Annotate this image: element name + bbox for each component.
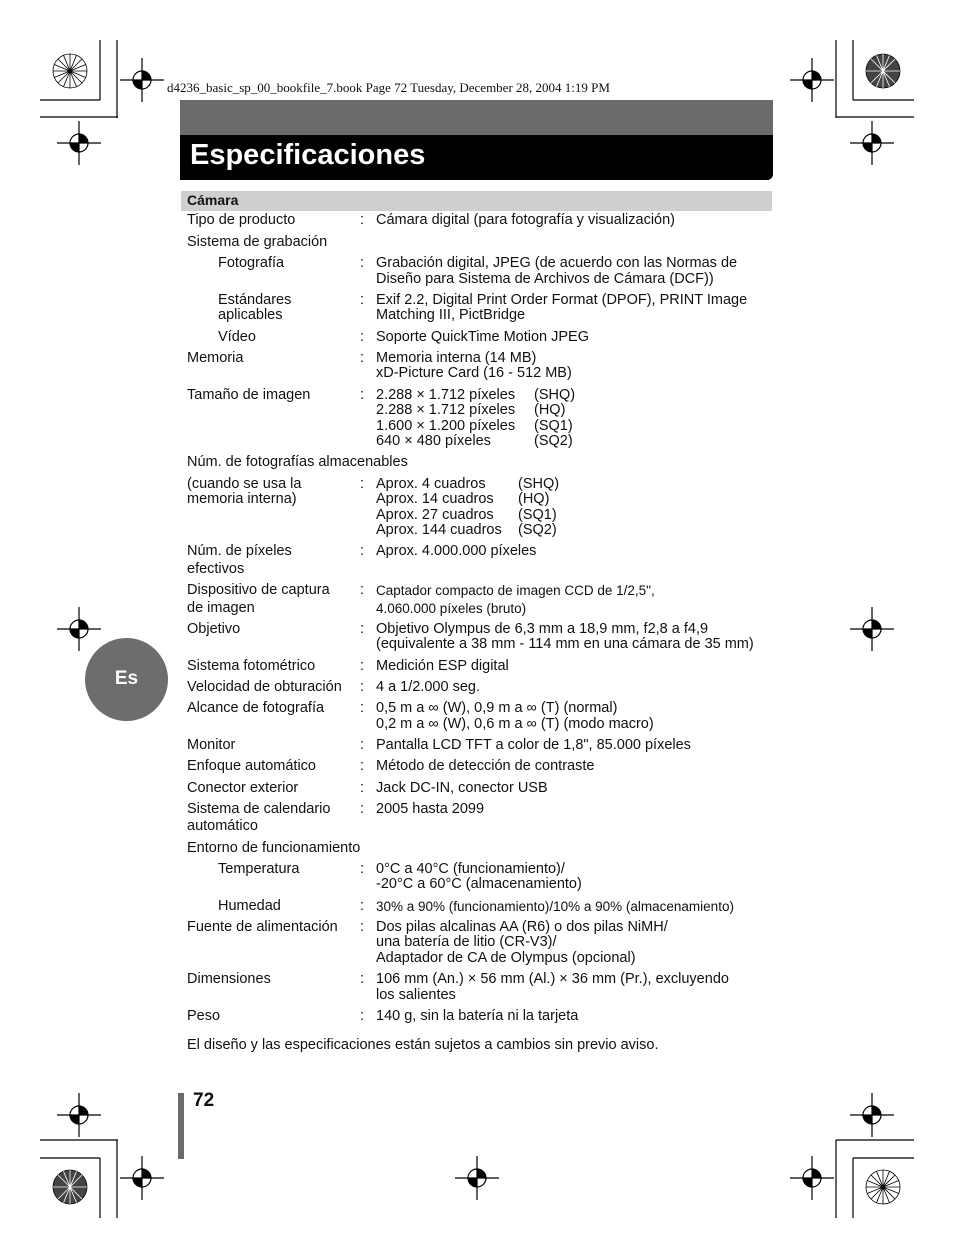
spec-value: 140 g, sin la batería ni la tarjeta [376,1008,579,1024]
colon: : [360,679,365,695]
disclaimer-note: El diseño y las especificaciones están sujetos a cambios sin previo aviso. [187,1037,659,1053]
spec-label: Estándares [218,292,292,308]
spec-value: 30% a 90% (funcionamiento)/10% a 90% (almacenamiento) [376,899,734,914]
colon: : [360,292,365,308]
spec-value: xD-Picture Card (16 - 512 MB) [376,365,572,381]
colon: : [360,861,365,877]
colon: : [360,1008,365,1024]
spec-value-mode: (SQ1) [518,507,557,523]
spec-label: Fotografía [218,255,285,271]
spec-value: 4.060.000 píxeles (bruto) [376,601,527,616]
colon: : [360,919,365,935]
colon: : [360,898,365,914]
spec-label: Enfoque automático [187,758,316,774]
spec-label: memoria interna) [187,491,297,507]
spec-value: Grabación digital, JPEG (de acuerdo con las Normas de [376,255,738,271]
print-header-line: d4236_basic_sp_00_bookfile_7.book Page 72 Tuesday, December 28, 2004 1:19 PM [167,80,610,95]
spec-label: Temperatura [218,861,300,877]
spec-value: Aprox. 144 cuadros [376,522,502,538]
spec-value: 0,5 m a ∞ (W), 0,9 m a ∞ (T) (normal) [376,700,618,716]
spec-value: 1.600 × 1.200 píxeles [376,418,516,434]
language-tab-label: Es [114,668,139,689]
colon: : [360,582,365,598]
spec-value-mode: (HQ) [534,402,566,418]
page-title: Especificaciones [190,139,426,171]
spec-label: de imagen [187,600,255,616]
page-number-bar [178,1093,184,1159]
spec-value: 4 a 1/2.000 seg. [376,679,480,695]
colon: : [360,758,365,774]
spec-value: 2.288 × 1.712 píxeles [376,402,516,418]
spec-group-label: Sistema de grabación [187,234,328,250]
spec-value: 2005 hasta 2099 [376,801,485,817]
spec-label: automático [187,818,258,834]
colon: : [360,780,365,796]
spec-value: Medición ESP digital [376,658,509,674]
spec-value: una batería de litio (CR-V3)/ [376,934,557,950]
spec-label: Velocidad de obturación [187,679,342,695]
spec-value: Aprox. 4.000.000 píxeles [376,543,537,559]
colon: : [360,255,365,271]
spec-value: 0,2 m a ∞ (W), 0,6 m a ∞ (T) (modo macro) [376,716,654,732]
colon: : [360,350,365,366]
spec-label: Tipo de producto [187,212,296,228]
section-header-bar [181,191,772,211]
spec-value: Dos pilas alcalinas AA (R6) o dos pilas NiMH/ [376,919,668,935]
spec-value-mode: (SQ2) [518,522,557,538]
spec-label: Peso [187,1008,221,1024]
spec-value: Aprox. 4 cuadros [376,476,486,492]
spec-label: Dispositivo de captura [187,582,330,598]
spec-value: Jack DC-IN, conector USB [376,780,548,796]
colon: : [360,621,365,637]
spec-label: Memoria [187,350,244,366]
section-title: Cámara [187,192,239,208]
spec-value: Diseño para Sistema de Archivos de Cámara (DCF)) [376,271,714,287]
spec-value: Captador compacto de imagen CCD de 1/2,5", [376,583,655,598]
spec-label: Objetivo [187,621,241,637]
spec-value: Método de detección de contraste [376,758,595,774]
spec-value-mode: (HQ) [518,491,550,507]
spec-value: Soporte QuickTime Motion JPEG [376,329,590,345]
colon: : [360,801,365,817]
spec-value-mode: (SQ2) [534,433,573,449]
spec-value: Matching III, PictBridge [376,307,526,323]
spec-value: Memoria interna (14 MB) [376,350,537,366]
colon: : [360,212,365,228]
spec-value: Aprox. 27 cuadros [376,507,494,523]
colon: : [360,543,365,559]
spec-value-mode: (SHQ) [534,387,576,403]
spec-value: 2.288 × 1.712 píxeles [376,387,516,403]
spec-label: Dimensiones [187,971,271,987]
spec-value-mode: (SHQ) [518,476,560,492]
spec-value: Exif 2.2, Digital Print Order Format (DPOF), PRINT Image [376,292,748,308]
spec-value: Objetivo Olympus de 6,3 mm a 18,9 mm, f2,8 a f4,9 [376,621,709,637]
spec-value-mode: (SQ1) [534,418,573,434]
spec-label: Monitor [187,737,236,753]
spec-label: Alcance de fotografía [187,700,325,716]
spec-label: (cuando se usa la [187,476,302,492]
spec-label: Fuente de alimentación [187,919,338,935]
colon: : [360,658,365,674]
spec-label: aplicables [218,307,283,323]
spec-label: Tamaño de imagen [187,387,311,403]
spec-value: 0°C a 40°C (funcionamiento)/ [376,861,565,877]
spec-label: Núm. de píxeles [187,543,292,559]
spec-label: Humedad [218,898,281,914]
colon: : [360,700,365,716]
spec-value: (equivalente a 38 mm - 114 mm en una cámara de 35 mm) [376,636,754,652]
colon: : [360,737,365,753]
spec-label: Conector exterior [187,780,299,796]
spec-value: 640 × 480 píxeles [376,433,491,449]
spec-label: Sistema de calendario [187,801,331,817]
spec-value: Adaptador de CA de Olympus (opcional) [376,950,636,966]
spec-value: los salientes [376,987,456,1003]
spec-value: 106 mm (An.) × 56 mm (Al.) × 36 mm (Pr.), excluyendo [376,971,729,987]
colon: : [360,387,365,403]
spec-value: Pantalla LCD TFT a color de 1,8", 85.000 píxeles [376,737,691,753]
spec-value: Aprox. 14 cuadros [376,491,494,507]
spec-group-label: Entorno de funcionamiento [187,840,361,856]
spec-label: efectivos [187,561,245,577]
spec-group-label: Núm. de fotografías almacenables [187,454,408,470]
colon: : [360,971,365,987]
spec-value: -20°C a 60°C (almacenamiento) [376,876,582,892]
spec-value: Cámara digital (para fotografía y visualización) [376,212,675,228]
colon: : [360,329,365,345]
spec-label: Sistema fotométrico [187,658,316,674]
colon: : [360,476,365,492]
page-number: 72 [193,1090,215,1111]
spec-label: Vídeo [218,329,256,345]
